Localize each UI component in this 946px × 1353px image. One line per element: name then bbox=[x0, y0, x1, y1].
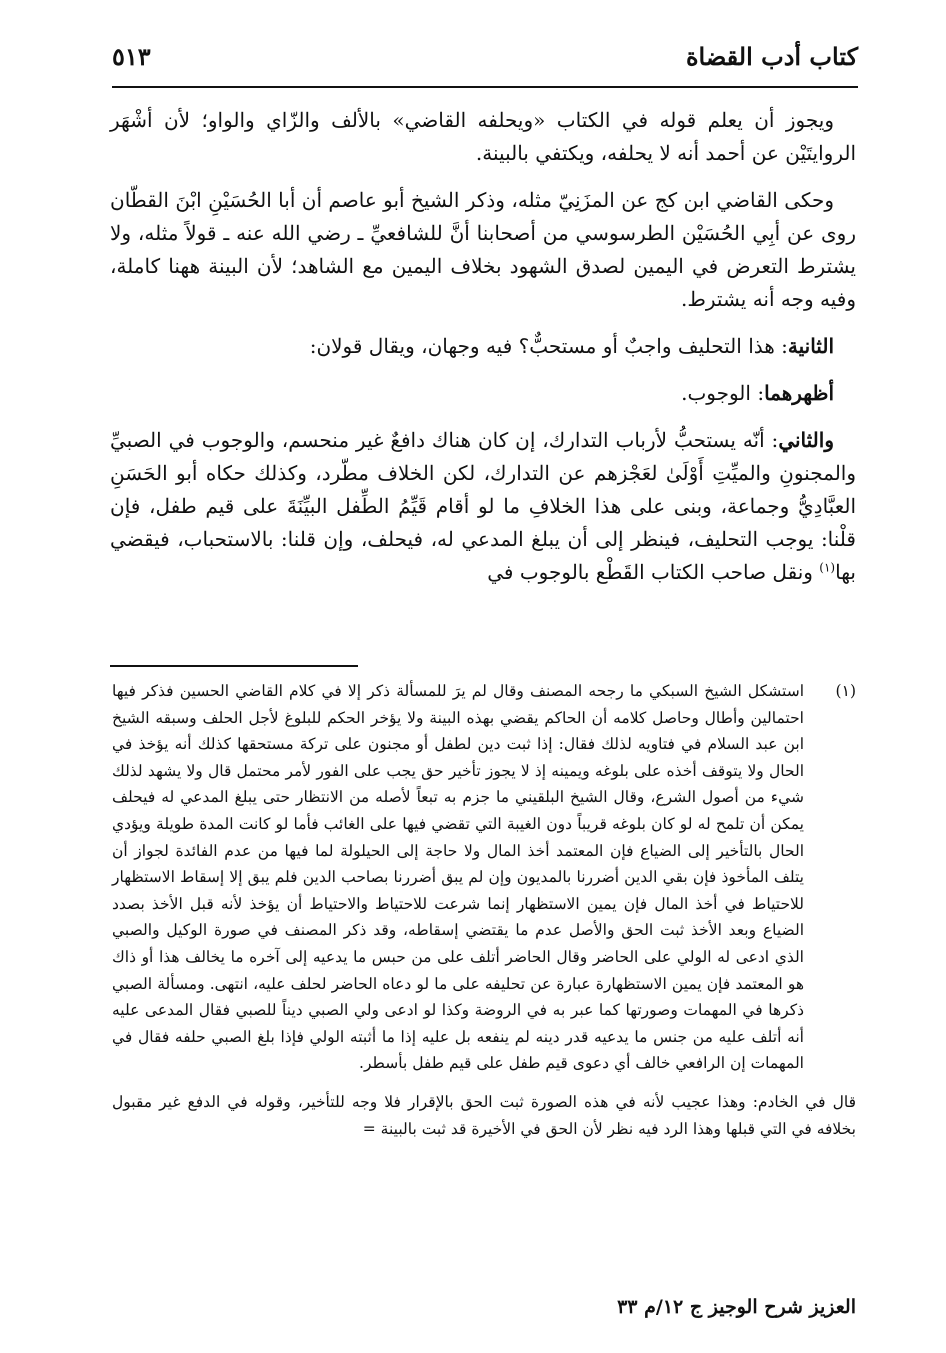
paragraph bbox=[110, 104, 856, 170]
paragraph-text: : أنّه يستحبُّ لأرباب التدارك، إن كان هناك دافعٌ غير منحسم، والوجوب في الصبيِّ والمجنونِ والميِّتِ أَوْلَىٰ لعَجْزهم عن التدارك، لكن الخلاف مطّرد، وكذلك حكاه أبو الحَسَنِ العبَّادِيُّ وجماعة، وبنى على هذا الخلافِ ما لو أقام قَيِّمُ الطِّفل البيِّنَةَ على قيم طفل، فإن قلْنا: يوجب التحليف، فينظر إلى أن يبلغ المدعي له، فيحلف، وإن قلنا: بالاستحباب، فيقضي بها bbox=[110, 428, 856, 584]
running-header bbox=[112, 42, 858, 86]
footnote-separator bbox=[110, 665, 358, 667]
paragraph bbox=[110, 377, 856, 410]
paragraph-text-continued: ونقل صاحب الكتاب القَطْع بالوجوب في bbox=[487, 560, 820, 584]
footnote-continuation: قال في الخادم: وهذا عجيب لأنه في هذه الصورة ثبت الحق بالإقرار فلا وجه للتأخير، وقوله في الدفع غير مقبول بخلافه في التي قبلها وهذا الرد فيه نظر لأن الحق في الأخيرة قد ثبت بالبينة = bbox=[112, 1092, 856, 1138]
paragraph-text: : الوجوب. bbox=[681, 381, 765, 405]
paragraph-text: وحكى القاضي ابن كج عن المزَنِيّ مثله، وذكر الشيخ أبو عاصم أن أبا الحُسَيْنِ ابْنَ القطّان روى عن أبِي الحُسَيْن الطرسوسي من أصحابنا أنَّ للشافعيِّ ـ رضي الله عنه ـ قولاً مثله، ولا يشترط التعرض في اليمين لصدق الشهود بخلاف اليمين مع الشاهد؛ لأن البينة ههنا كاملة، وفيه وجه أنه يشترط. bbox=[110, 188, 856, 311]
paragraph-label: والثاني bbox=[778, 428, 834, 452]
paragraph-text: ويجوز أن يعلم قوله في الكتاب «ويحلفه القاضي» بالألف والزّاي والواو؛ لأن أشْهَر الروايتَيْن عن أحمد أنه لا يحلفه، ويكتفي بالبينة. bbox=[110, 108, 856, 165]
paragraph-label: أظهرهما bbox=[764, 381, 834, 405]
footnote-reference[interactable]: (١) bbox=[819, 560, 836, 575]
paragraph-text: : هذا التحليف واجبٌ أو مستحبٌّ؟ فيه وجهان، ويقال قولان: bbox=[309, 334, 788, 358]
footnote bbox=[112, 678, 856, 1077]
footnotes bbox=[112, 678, 856, 1142]
footnote-number: (١) bbox=[835, 682, 856, 700]
page-number: ٥١٣ bbox=[112, 42, 151, 71]
main-text bbox=[110, 104, 856, 603]
header-rule bbox=[112, 86, 858, 88]
paragraph bbox=[110, 424, 856, 589]
footnote-text: استشكل الشيخ السبكي ما رجحه المصنف وقال لم يرَ للمسألة ذكر إلا في كلام القاضي الحسين فذكر فيها احتمالين وأطال وحاصل كلامه أن الحاكم يقضي بهذه البينة ولا يؤخر الحكم للبلوغ لأجل الحلف وسبقه الشيخ ابن عبد السلام في فتاويه لذلك فقال: إذا ثبت دين لطفل أو مجنون على تركة مستحقها كذلك أنه يؤخذ في الحال ولا يتوقف أخذه على بلوغه ويمينه إذ لا يجوز تأخير حق يجب على الفور لأمر محتمل قال ولا يشهد لذلك شيء من أصول الشرع، وقال الشيخ البلقيني ما جزم به تبعاً لأصله من الانتظار حتى يبلغ المدعي له فيحلف يمكن أن تلمح له لو كان بلوغه قريباً دون الغيبة التي تقضي فيها على الغائب فأما لو كانت المدة طويلة ويؤدي الحال بالتأخير إلى الضياع فإن المعتمد أخذ المال ولا حاجة إلى الحيلولة لما فيها من عدم الفائدة لجواز أن يتلف المأخوذ فإن بقي الدين أضررنا بالمديون وإن لم يبق أضررنا بصاحب الدين فلم يبق إلا إسقاط الاستظهار للاحتياط في أخذ المال فإن يمين الاستظهار إنما شرعت للاحتياط والاحتياط أن يؤخذ لأنه قبل الأخذ بصدد الضياع وبعد الأخذ ثبت الحق والأصل عدم ما يقتضي إسقاطه، وقد ذكر المصنف في صورة الوكيل والصبي الذي ادعى له الولي على الحاضر وقال الحاضر أتلف على من حبس ما يدعيه إلى آخره ما يخالف هذا أو ذاك هو المعتمد فإن يمين الاستظهارة عبارة عن تحليفه على ما لو دعاه الحاضر لحلف عليه، انتهى. ومسألة الصبي ذكرها في المهمات وصورتها كما عبر به في الروضة وكذا لو ادعى ولي الصبي ديناً للصبي فقال المدعى عليه أنه أتلف عليه من جنس ما يدعيه قدر دينه لم ينفعه بل عليه إذا ما أثبته الولي فإذا بلغ الصبي حلفه فقال في المهمات إن الرافعي خالف أي دعوى قيم طفل على قيم طفل بأسطر. bbox=[112, 682, 804, 1073]
paragraph bbox=[110, 330, 856, 363]
paragraph bbox=[110, 184, 856, 316]
running-title: كتاب أدب القضاة bbox=[685, 42, 858, 71]
paragraph-label: الثانية bbox=[787, 334, 834, 358]
signature-line: العزيز شرح الوجيز ج ١٢/م ٣٣ bbox=[617, 1296, 856, 1318]
